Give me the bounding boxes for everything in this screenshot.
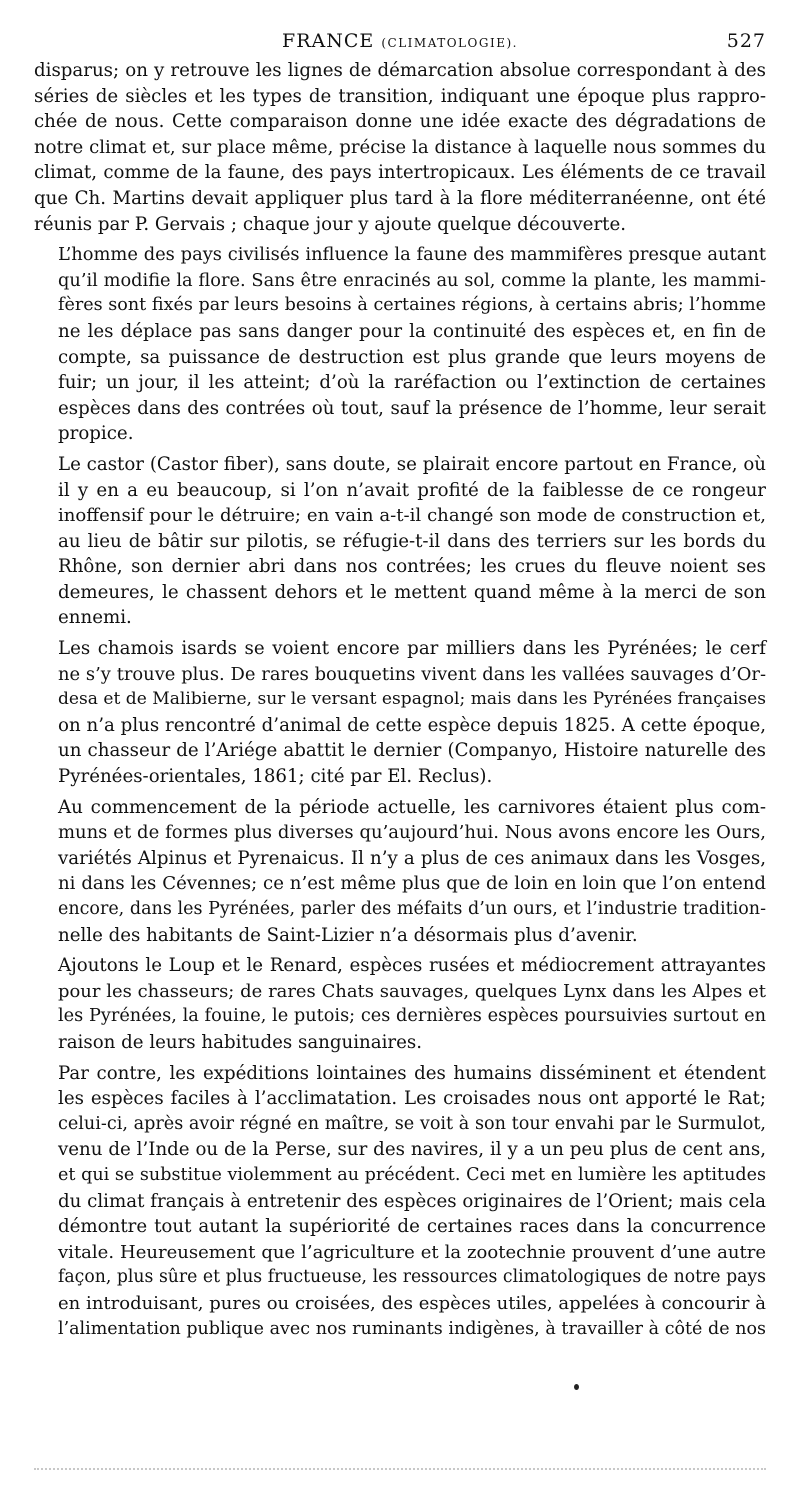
- text-line: inoffensif pour le détruire; en vain a-t-il changé son mode de construction et,: [58, 505, 766, 527]
- text-line: chée de nous. Cette comparaison donne une idée exacte des dégradations de: [34, 111, 766, 133]
- text-line: du climat français à entretenir des espèces originaires de l’Orient; mais cela: [58, 1190, 766, 1212]
- text-line: ne s’y trouve plus. De rares bouquetins vivent dans les vallées sauvages d’Or-: [58, 663, 766, 685]
- text-line: raison de leurs habitudes sanguinaires.: [58, 1031, 422, 1053]
- text-line: un chasseur de l’Ariége abattit le dernier (Companyo, Histoire naturelle des: [58, 740, 766, 762]
- running-title-main: FRANCE: [282, 30, 375, 52]
- text-line: ne les déplace pas sans danger pour la continuité des espèces et, en fin de: [58, 320, 766, 342]
- text-line: Rhône, son dernier abri dans nos contrées; les crues du fleuve noient ses: [58, 556, 766, 578]
- text-line: muns et de formes plus diverses qu’aujourd’hui. Nous avons encore les Ours,: [58, 822, 766, 844]
- text-line: nelle des habitants de Saint-Lizier n’a désormais plus d’avenir.: [58, 924, 638, 946]
- text-line: et qui se substitue violemment au précédent. Ceci met en lumière les aptitudes: [58, 1164, 766, 1185]
- text-line: l’alimentation publique avec nos ruminants indigènes, à travailler à côté de nos: [58, 1318, 766, 1339]
- printer-mark: [574, 1384, 579, 1390]
- page-number: 527: [726, 30, 766, 52]
- paragraph: [34, 636, 766, 790]
- text-line: qu’il modifie la flore. Sans être enracinés au sol, comme la plante, les mammi-: [58, 269, 766, 291]
- text-line: pour les chasseurs; de rares Chats sauvages, quelques Lynx dans les Alpes et: [58, 980, 766, 1002]
- text-line: propice.: [58, 423, 134, 445]
- text-line: encore, dans les Pyrénées, parler des méfaits d’un ours, et l’industrie tradition-: [58, 899, 766, 919]
- text-line: Pyrénées-orientales, 1861; cité par El. Reclus).: [58, 766, 493, 788]
- text-line: ennemi.: [58, 607, 132, 629]
- text-line: on n’a plus rencontré d’animal de cette espèce depuis 1825. A cette époque,: [58, 714, 766, 736]
- text-line: fères sont fixés par leurs besoins à certaines régions, à certains abris; l’homme: [58, 295, 766, 316]
- text-line: espèces dans des contrées où tout, sauf la présence de l’homme, leur serait: [58, 397, 766, 419]
- paragraph: [34, 1061, 766, 1343]
- text-line: Le castor (Castor fiber), sans doute, se plairait encore partout en France, où: [58, 453, 766, 475]
- text-line: il y en a eu beaucoup, si l’on n’avait profité de la faiblesse de ce rongeur: [58, 479, 766, 501]
- running-head: [34, 30, 766, 56]
- text-line: climat, comme de la faune, des pays intertropicaux. Les éléments de ce travail: [34, 162, 766, 184]
- paragraph: [34, 795, 766, 949]
- text-line: vitale. Heureusement que l’agriculture et la zootechnie prouvent d’une autre: [58, 1241, 766, 1263]
- running-title: [34, 30, 766, 52]
- text-line: réunis par P. Gervais ; chaque jour y ajoute quelque découverte.: [34, 213, 626, 235]
- text-line: ni dans les Cévennes; ce n’est même plus que de loin en loin que l’on entend: [58, 873, 766, 895]
- text-line: notre climat et, sur place même, précise la distance à laquelle nous sommes du: [34, 136, 766, 158]
- text-line: les espèces faciles à l’acclimatation. Les croisades nous ont apporté le Rat;: [58, 1088, 766, 1110]
- text-line: séries de siècles et les types de transition, indiquant une époque plus rappro-: [34, 85, 766, 107]
- text-line: Les chamois isards se voient encore par milliers dans les Pyrénées; le cerf: [58, 638, 766, 660]
- text-line: au lieu de bâtir sur pilotis, se réfugie-t-il dans des terriers sur les bords du: [58, 530, 766, 552]
- text-line: venu de l’Inde ou de la Perse, sur des navires, il y a un peu plus de cent ans,: [58, 1139, 766, 1161]
- text-line: Au commencement de la période actuelle, les carnivores étaient plus com-: [58, 796, 766, 818]
- paragraph: [34, 452, 766, 631]
- paragraph: [34, 953, 766, 1055]
- body-text: [34, 58, 766, 1342]
- text-line: que Ch. Martins devait appliquer plus tard à la flore méditerranéenne, ont été: [34, 187, 766, 209]
- text-line: disparus; on y retrouve les lignes de démarcation absolue correspondant à des: [34, 60, 766, 81]
- running-title-sub: (CLIMATOLOGIE).: [381, 36, 518, 50]
- text-line: desa et de Malibierne, sur le versant espagnol; mais dans les Pyrénées françaises: [58, 689, 766, 710]
- text-line: Ajoutons le Loup et le Renard, espèces rusées et médiocrement attrayantes: [58, 955, 766, 977]
- page-bottom-rule: [34, 1468, 766, 1470]
- text-line: les Pyrénées, la fouine, le putois; ces dernières espèces poursuivies surtout en: [58, 1006, 766, 1027]
- text-line: fuir; un jour, il les atteint; d’où la raréfaction ou l’extinction de certaines: [58, 372, 766, 394]
- text-line: compte, sa puissance de destruction est plus grande que leurs moyens de: [58, 346, 766, 368]
- text-line: démontre tout autant la supériorité de certaines races dans la concurrence: [58, 1216, 766, 1238]
- text-line: en introduisant, pures ou croisées, des espèces utiles, appelées à concourir à: [58, 1292, 766, 1314]
- text-line: L’homme des pays civilisés influence la faune des mammifères presque autant: [58, 244, 766, 266]
- text-line: demeures, le chassent dehors et le mettent quand même à la merci de son: [58, 581, 766, 603]
- text-line: Par contre, les expéditions lointaines des humains disséminent et étendent: [58, 1062, 766, 1084]
- paragraph: [34, 58, 766, 237]
- text-line: celui-ci, après avoir régné en maître, se voit à son tour envahi par le Surmulot,: [58, 1113, 766, 1134]
- text-line: variétés Alpinus et Pyrenaicus. Il n’y a plus de ces animaux dans les Vosges,: [58, 847, 766, 869]
- text-line: façon, plus sûre et plus fructueuse, les ressources climatologiques de notre pays: [58, 1267, 766, 1288]
- paragraph: [34, 242, 766, 447]
